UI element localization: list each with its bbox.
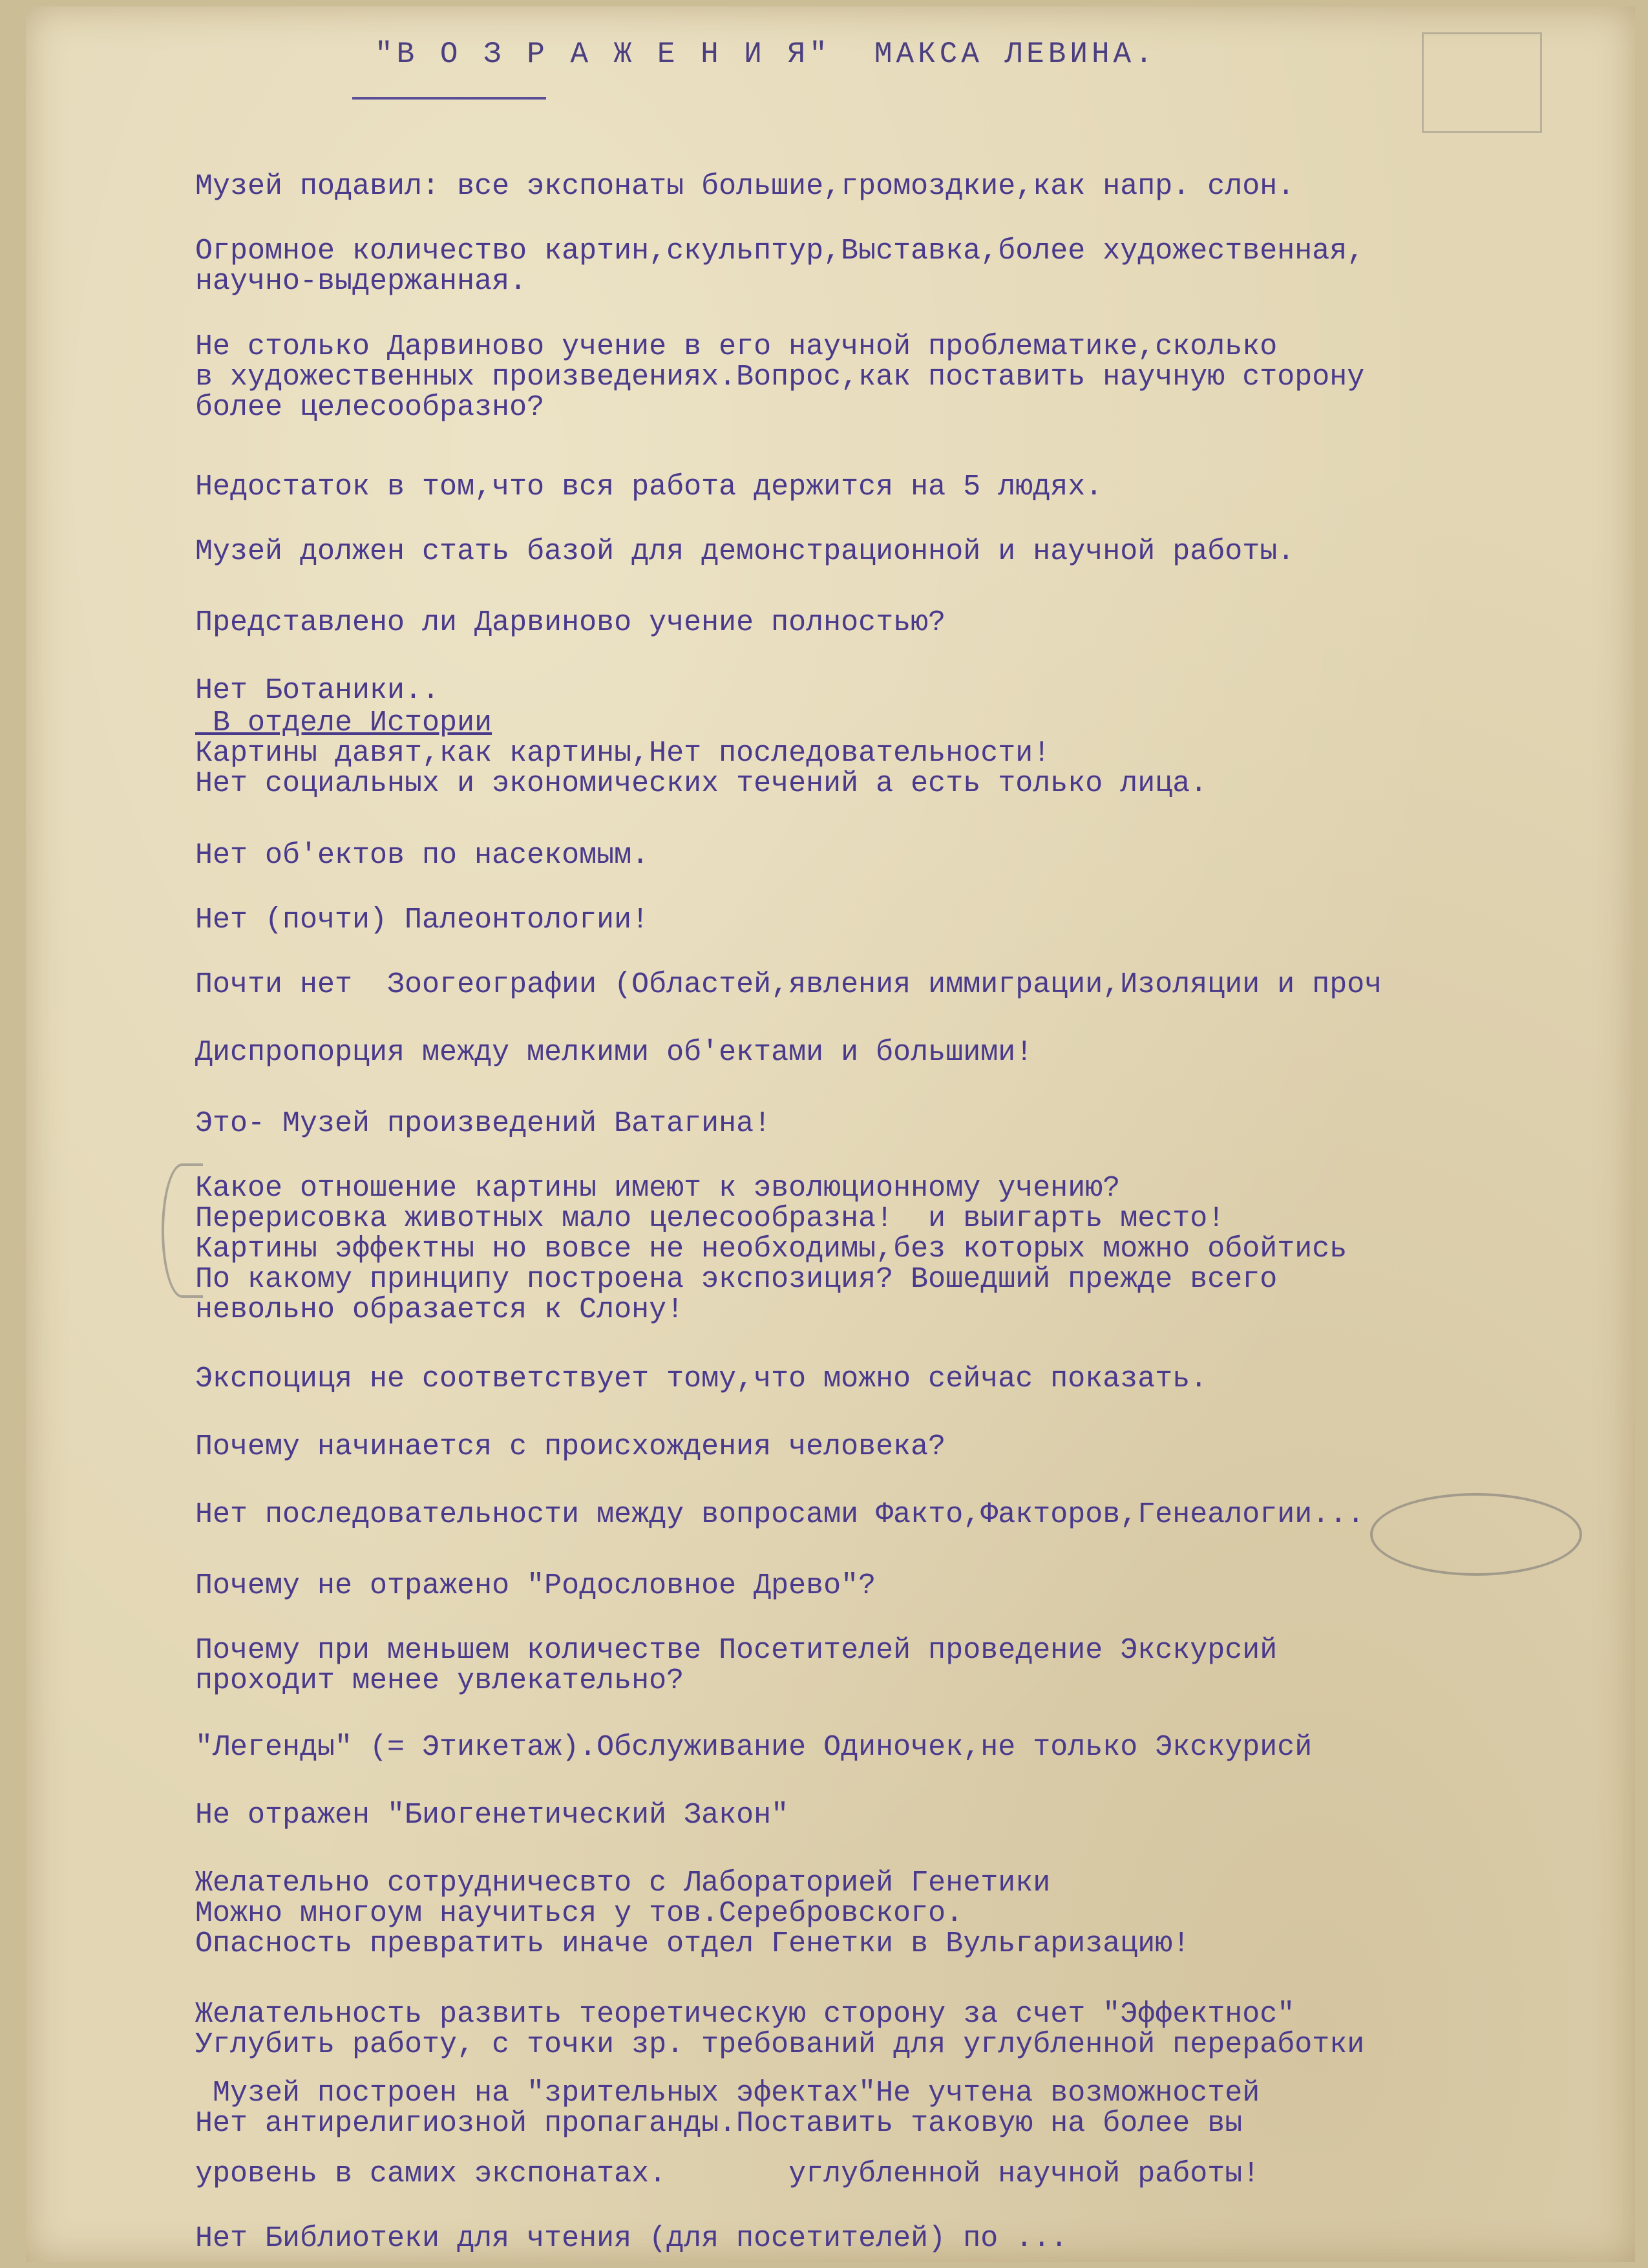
text-line: Нет последовательности между вопросами Факто,Факторов,Генеалогии...: [195, 1498, 1365, 1531]
section-heading: В отделе Истории: [195, 706, 492, 739]
text-line: Представлено ли Дарвиново учение полностью?: [195, 606, 946, 639]
text-line: Музей подавил: все экспонаты большие,громоздкие,как напр. слон.: [195, 170, 1295, 203]
pencil-bracket: [162, 1163, 203, 1298]
text-line: Желательно сотрудничесвто с Лабораторией Генетики: [195, 1867, 1051, 1900]
text-line: Желательность развить теоретическую сторону за счет "Эффектнос": [195, 1998, 1295, 2031]
text-line: Нет Ботаники..: [195, 674, 440, 707]
text-line: Углубить работу, с точки зр. требований для углубленной переработки: [195, 2028, 1365, 2061]
text-line: Не столько Дарвиново учение в его научной проблематике,сколько: [195, 330, 1278, 363]
text-line: Перерисовка животных мало целесообразна! и выигарть место!: [195, 1202, 1225, 1235]
text-line: Не отражен "Биогенетический Закон": [195, 1799, 789, 1832]
text-line: Какое отношение картины имеют к эволюционному учению?: [195, 1172, 1121, 1205]
pencil-circle: [1370, 1493, 1582, 1576]
document-title: "В О З Р А Ж Е Н И Я" МАКСА ЛЕВИНА.: [375, 37, 1157, 71]
text-line: Картины эффектны но вовсе не необходимы,без которых можно обойтись: [195, 1233, 1347, 1266]
text-line: невольно образается к Слону!: [195, 1293, 684, 1326]
document-page: [26, 6, 1635, 2262]
text-line: По какому принципу построена экспозиция? Вошедший прежде всего: [195, 1263, 1278, 1296]
text-line: Нет социальных и экономических течений а есть только лица.: [195, 767, 1208, 800]
text-line: более целесообразно?: [195, 391, 545, 424]
text-line: Почему при меньшем количестве Посетителей проведение Экскурсий: [195, 1634, 1278, 1667]
text-line: проходит менее увлекательно?: [195, 1664, 684, 1697]
text-line: Картины давят,как картины,Нет последовательности!: [195, 737, 1051, 770]
text-line: Можно многоум научиться у тов.Серебровского.: [195, 1897, 964, 1930]
text-line: Почти нет Зоогеографии (Областей,явления иммиграции,Изоляции и проч: [195, 968, 1382, 1001]
text-line: Экспоциця не соответствует тому,что можно сейчас показать.: [195, 1362, 1208, 1395]
text-line: уровень в самих экспонатах. углубленной научной работы!: [195, 2157, 1260, 2190]
text-line: Музей должен стать базой для демонстрационной и научной работы.: [195, 535, 1295, 568]
text-line: Нет Библиотеки для чтения (для посетителей) по ...: [195, 2222, 1068, 2255]
text-line: Огромное количество картин,скульптур,Выставка,более художественная,: [195, 235, 1365, 268]
text-line: "Легенды" (= Этикетаж).Обслуживание Одиночек,не только Экскурисй: [195, 1731, 1313, 1764]
text-line: Опасность превратить иначе отдел Генетки в Вульгаризацию!: [195, 1927, 1190, 1960]
text-line: Нет антирелигиозной пропаганды.Поставить таковую на более вы: [195, 2107, 1243, 2140]
title-underline: [352, 97, 546, 100]
text-line: Это- Музей произведений Ватагина!: [195, 1107, 772, 1140]
text-line: Музей построен на "зрительных эфектах"Не учтена возможностей: [195, 2077, 1260, 2110]
text-line: Недостаток в том,что вся работа держится на 5 людях.: [195, 471, 1103, 503]
text-line: Нет (почти) Палеонтологии!: [195, 904, 650, 937]
text-line: Нет об'ектов по насекомым.: [195, 839, 650, 872]
text-line: в художественных произведениях.Вопрос,как поставить научную сторону: [195, 361, 1365, 394]
text-line: Почему начинается с происхождения человека?: [195, 1430, 946, 1463]
pencil-sketch: [1422, 32, 1542, 133]
text-line: Почему не отражено "Родословное Древо"?: [195, 1569, 876, 1602]
text-line: Диспропорция между мелкими об'ектами и большими!: [195, 1036, 1033, 1069]
text-line: научно-выдержанная.: [195, 265, 527, 298]
